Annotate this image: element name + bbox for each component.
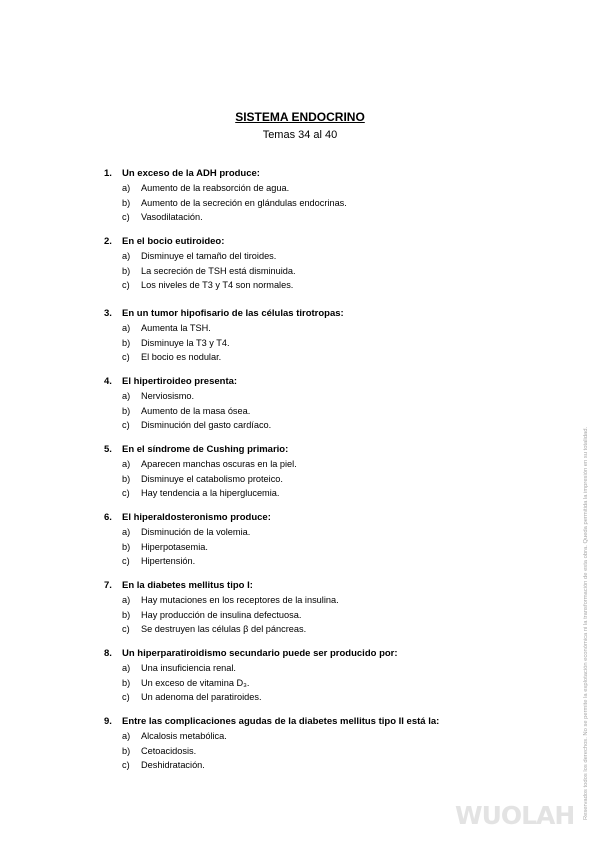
option-text: Disminuye la T3 y T4. [141,337,230,348]
option-text: La secreción de TSH está disminuida. [141,265,296,276]
option-text: Hipertensión. [141,556,196,566]
option-letter: b) [122,197,131,208]
option-letter: c) [122,420,130,430]
answer-option [104,540,524,555]
answer-option [104,486,524,501]
answer-option [104,554,524,569]
question-text: El hipertiroideo presenta: [122,376,238,387]
option-letter: b) [122,337,131,348]
option-letter: b) [122,405,131,416]
copyright-notice: Reservados todos los derechos. No se permite la explotación económica ni la transformación de esta obra. Queda permitida la impresión en su totalidad. [583,426,589,820]
option-letter: b) [122,677,131,688]
question-text: En el bocio eutiroideo: [122,236,225,247]
option-text: Aparecen manchas oscuras en la piel. [141,459,297,469]
answer-option [104,389,524,404]
option-text: Un adenoma del paratiroides. [141,692,262,702]
answer-option [104,593,524,608]
option-text: Cetoacidosis. [141,745,197,756]
option-text: Deshidratación. [141,760,205,770]
question-text: Un exceso de la ADH produce: [122,168,260,179]
answer-option [104,350,524,365]
option-letter: c) [122,352,130,362]
answer-option [104,676,524,691]
question-8 [104,646,524,705]
option-text: Nerviosismo. [141,391,195,401]
question-heading [104,166,524,181]
answer-option [104,758,524,773]
answer-option [104,744,524,759]
option-text: Aumento de la secreción en glándulas endocrinas. [141,197,347,208]
question-7 [104,578,524,637]
question-text: El hiperaldosteronismo produce: [122,512,271,523]
question-heading [104,442,524,457]
option-text: Los niveles de T3 y T4 son normales. [141,280,294,290]
question-text: En la diabetes mellitus tipo I: [122,580,253,591]
option-text: Vasodilatación. [141,212,203,222]
option-letter: a) [122,527,131,537]
question-number: 8. [104,648,112,659]
option-text: Hay tendencia a la hiperglucemia. [141,488,280,498]
answer-option [104,278,524,293]
question-text: Un hiperparatiroidismo secundario puede ser producido por: [122,648,398,659]
option-text: Disminución del gasto cardíaco. [141,420,272,430]
option-letter: c) [122,692,130,702]
option-text: Un exceso de vitamina D₃. [141,677,250,688]
option-letter: a) [122,183,131,193]
question-3 [104,306,524,365]
answer-option [104,264,524,279]
option-text: Alcalosis metabólica. [141,731,227,741]
answer-option [104,472,524,487]
question-2 [104,234,524,293]
option-letter: a) [122,459,131,469]
option-letter: b) [122,541,131,552]
answer-option [104,196,524,211]
question-1 [104,166,524,225]
option-text: Aumento de la masa ósea. [141,405,251,416]
question-text: En un tumor hipofisario de las células tirotropas: [122,308,344,319]
document-title: SISTEMA ENDOCRINO [235,110,365,124]
question-5 [104,442,524,501]
question-4 [104,374,524,433]
answer-option [104,181,524,196]
option-text: El bocio es nodular. [141,352,222,362]
question-number: 4. [104,376,112,387]
option-letter: a) [122,663,131,673]
option-letter: a) [122,323,131,333]
question-number: 5. [104,444,112,455]
answer-option [104,336,524,351]
wuolah-logo: WUOLAH [455,801,575,830]
option-letter: a) [122,251,131,261]
option-letter: c) [122,488,130,498]
option-text: Hiperpotasemia. [141,541,208,552]
option-letter: a) [122,595,131,605]
answer-option [104,457,524,472]
question-heading [104,234,524,249]
option-letter: b) [122,265,131,276]
question-heading [104,510,524,525]
question-text: En el síndrome de Cushing primario: [122,444,289,455]
option-text: Hay mutaciones en los receptores de la insulina. [141,595,339,605]
question-number: 3. [104,308,112,319]
option-letter: b) [122,473,131,484]
option-text: Una insuficiencia renal. [141,663,236,673]
answer-option [104,210,524,225]
answer-option [104,321,524,336]
option-letter: b) [122,745,131,756]
answer-option [104,661,524,676]
option-text: Hay producción de insulina defectuosa. [141,609,302,620]
option-text: Se destruyen las células β del páncreas. [141,624,307,634]
option-text: Disminución de la volemia. [141,527,251,537]
answer-option [104,525,524,540]
question-6 [104,510,524,569]
option-letter: c) [122,624,130,634]
option-text: Aumento de la reabsorción de agua. [141,183,290,193]
option-text: Disminuye el tamaño del tiroides. [141,251,277,261]
option-letter: a) [122,731,131,741]
question-text: Entre las complicaciones agudas de la diabetes mellitus tipo II está la: [122,716,440,727]
question-number: 2. [104,236,112,247]
question-9 [104,714,524,773]
question-number: 1. [104,168,112,179]
answer-option [104,622,524,637]
question-number: 9. [104,716,112,727]
answer-option [104,690,524,705]
question-heading [104,374,524,389]
option-letter: c) [122,760,130,770]
answer-option [104,608,524,623]
question-heading [104,306,524,321]
question-number: 7. [104,580,112,591]
option-letter: b) [122,609,131,620]
question-heading [104,646,524,661]
answer-option [104,729,524,744]
option-letter: c) [122,556,130,566]
question-number: 6. [104,512,112,523]
option-letter: c) [122,280,130,290]
question-heading [104,714,524,729]
answer-option [104,418,524,433]
question-heading [104,578,524,593]
answer-option [104,249,524,264]
option-text: Disminuye el catabolismo proteico. [141,473,283,484]
option-text: Aumenta la TSH. [141,323,211,333]
option-letter: a) [122,391,131,401]
document-subtitle: Temas 34 al 40 [262,129,338,141]
answer-option [104,404,524,419]
option-letter: c) [122,212,130,222]
